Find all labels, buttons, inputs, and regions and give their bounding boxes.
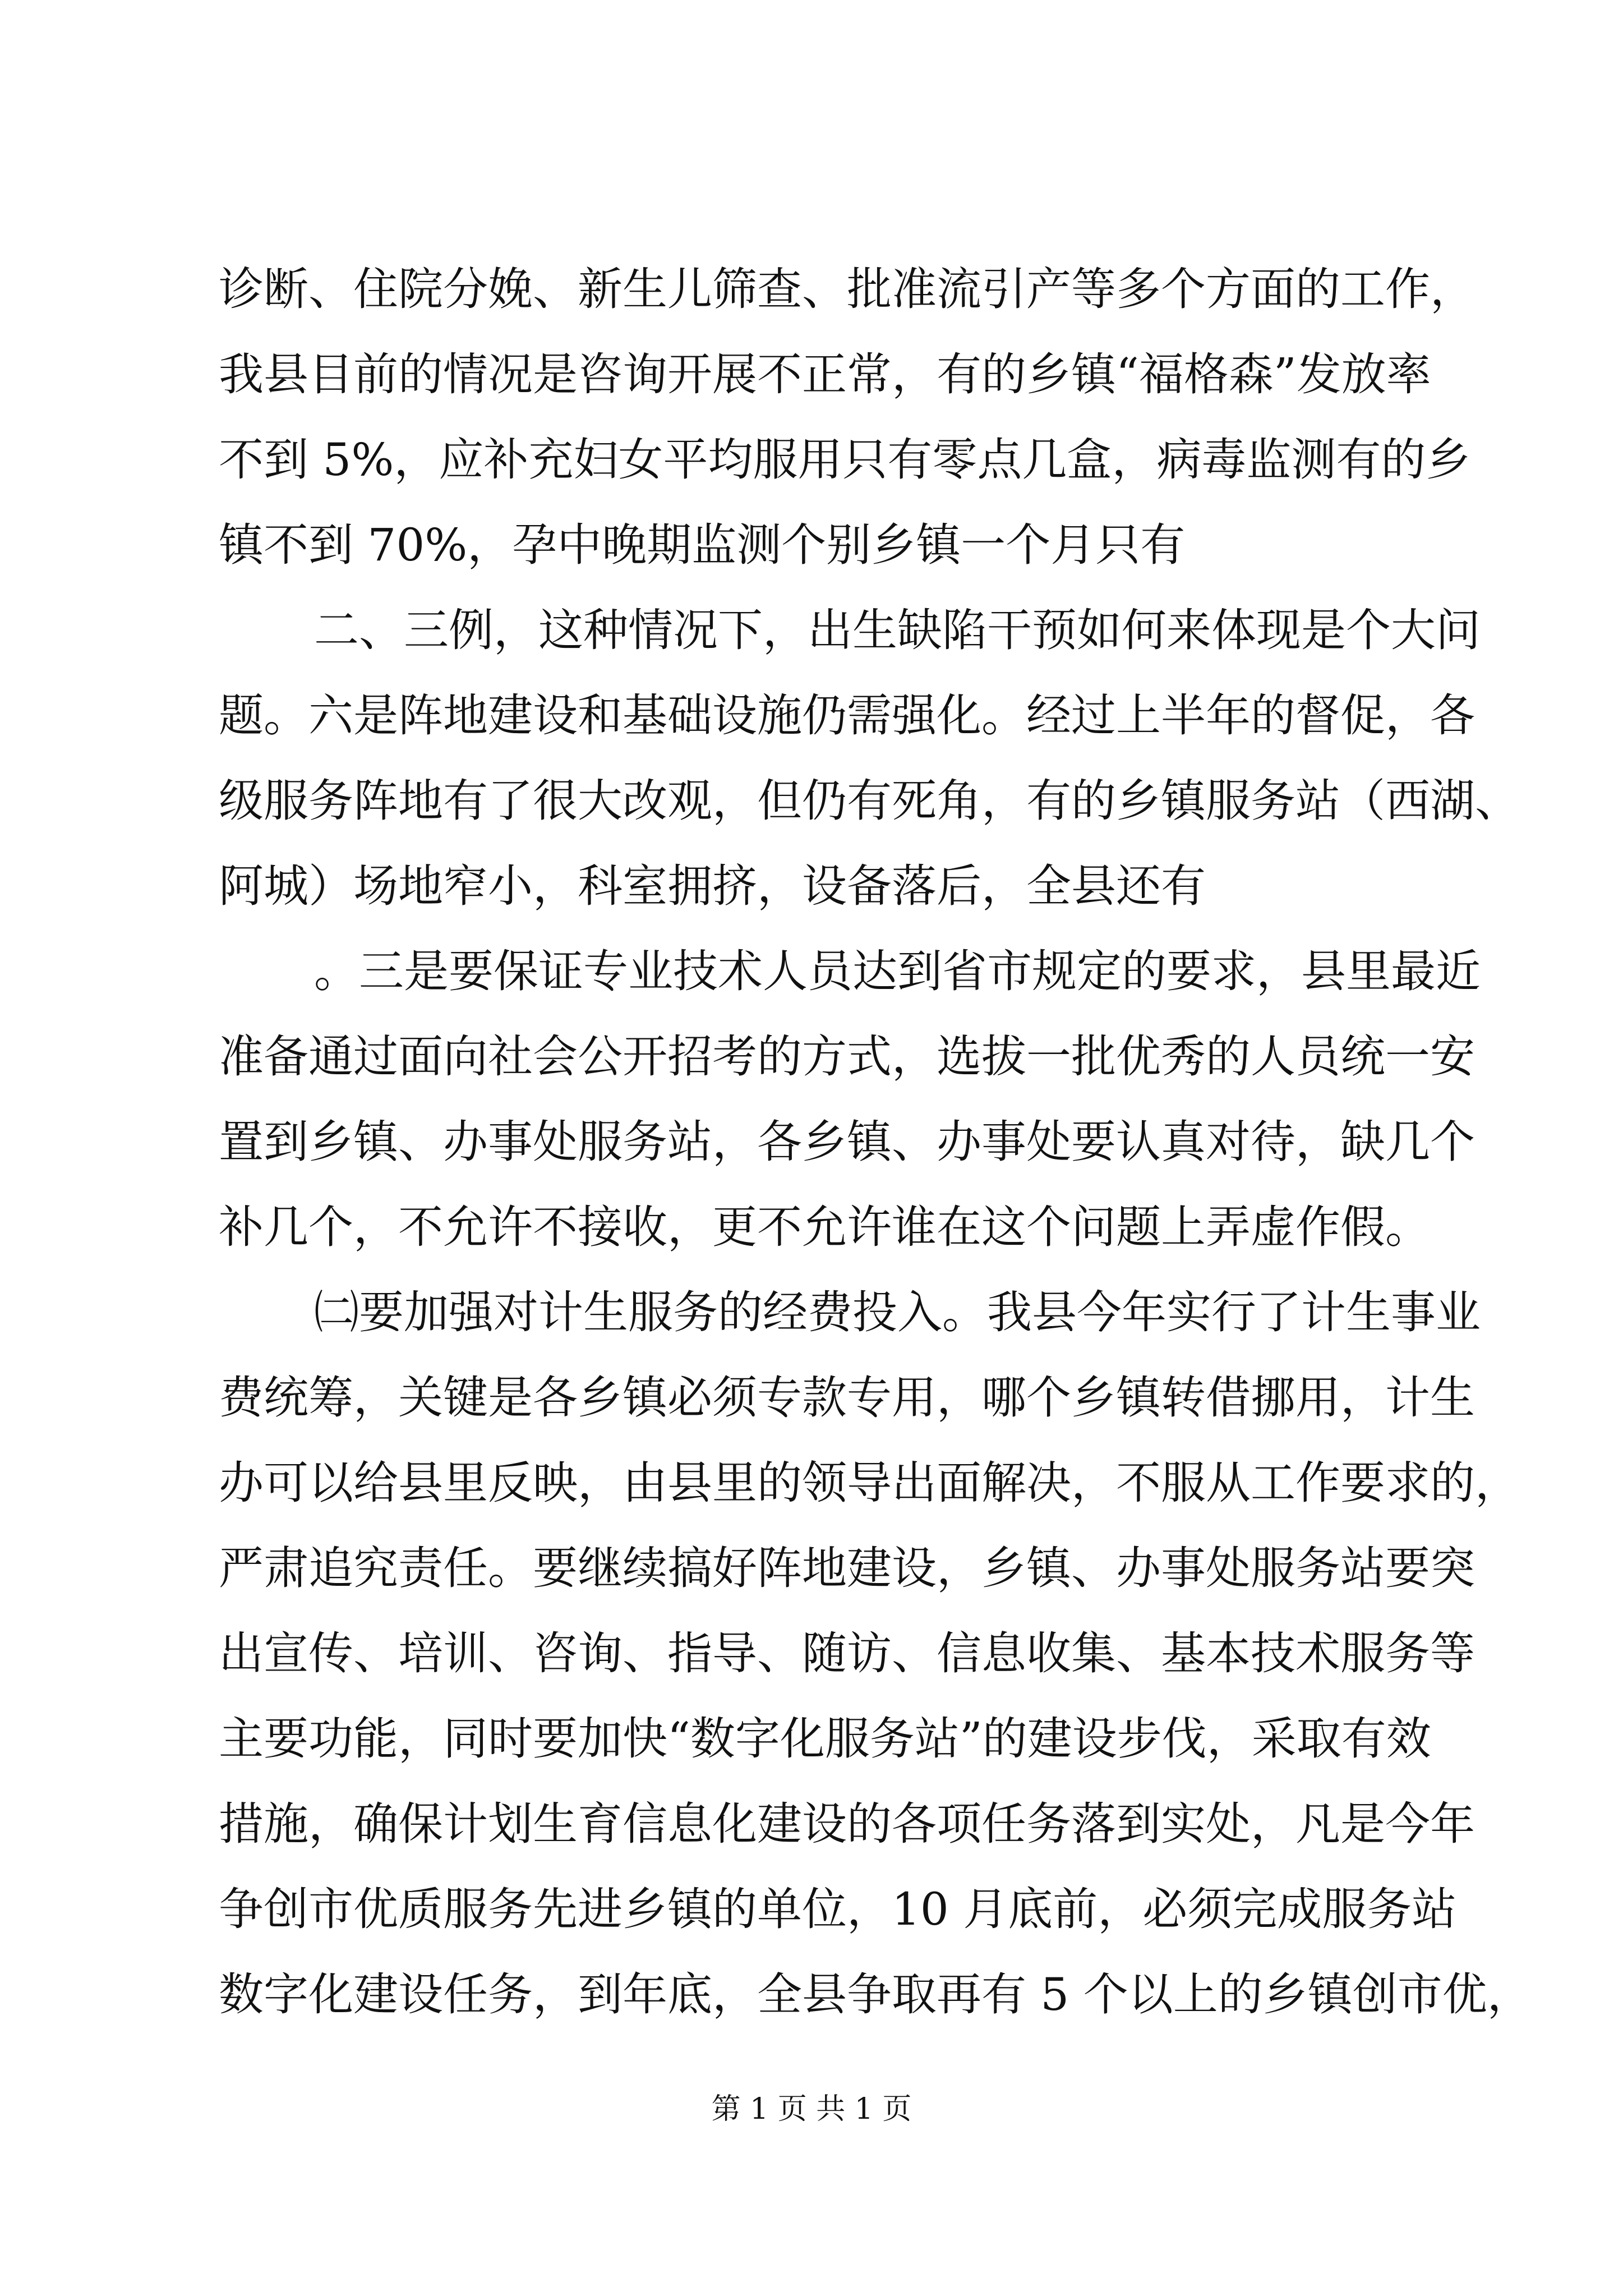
text-line: 置到乡镇、办事处服务站，各乡镇、办事处要认真对待，缺几个 xyxy=(219,1116,1475,1168)
text-line: 。三是要保证专业技术人员达到省市规定的要求，县里最近 xyxy=(314,945,1481,997)
paragraph-1 xyxy=(219,247,1475,588)
page-footer: 第 1 页 共 1 页 xyxy=(711,2092,912,2126)
text-line: 阿城）场地窄小，科室拥挤，设备落后，全县还有 xyxy=(219,860,1206,912)
text-line: 办可以给县里反映，由县里的领导出面解决，不服从工作要求的， xyxy=(219,1457,1520,1509)
text-line: 诊断、住院分娩、新生儿筛查、批准流引产等多个方面的工作， xyxy=(219,263,1475,315)
text-line: 补几个，不允许不接收，更不允许谁在这个问题上弄虚作假。 xyxy=(219,1201,1430,1253)
text-line: 数字化建设任务，到年底，全县争取再有 5 个以上的乡镇创市优， xyxy=(219,1968,1532,2021)
text-line: 题。六是阵地建设和基础设施仍需强化。经过上半年的督促，各 xyxy=(219,689,1475,742)
text-line: 主要功能，同时要加快“数字化服务站”的建设步伐，采取有效 xyxy=(219,1713,1431,1765)
text-line: 费统筹，关键是各乡镇必须专款专用，哪个乡镇转借挪用，计生 xyxy=(219,1372,1475,1424)
text-line: 严肃追究责任。要继续搞好阵地建设，乡镇、办事处服务站要突 xyxy=(219,1542,1475,1594)
text-line: ㈡要加强对计生服务的经费投入。我县今年实行了计生事业 xyxy=(314,1286,1481,1338)
text-line: 镇不到 70%，孕中晚期监测个别乡镇一个月只有 xyxy=(219,519,1186,571)
paragraph-2 xyxy=(219,588,1520,929)
text-line: 二、三例，这种情况下，出生缺陷干预如何来体现是个大问 xyxy=(314,604,1481,656)
text-line: 措施，确保计划生育信息化建设的各项任务落到实处，凡是今年 xyxy=(219,1798,1475,1850)
document-body xyxy=(219,247,1532,2037)
text-line: 级服务阵地有了很大改观，但仍有死角，有的乡镇服务站（西湖、 xyxy=(219,775,1520,827)
text-line: 不到 5%，应补充妇女平均服用只有零点几盒，病毒监测有的乡 xyxy=(219,434,1471,486)
text-line: 我县目前的情况是咨询开展不正常，有的乡镇“福格森”发放率 xyxy=(219,348,1431,401)
text-line: 出宣传、培训、咨询、指导、随访、信息收集、基本技术服务等 xyxy=(219,1627,1475,1680)
paragraph-4 xyxy=(219,1270,1532,2037)
text-line: 争创市优质服务先进乡镇的单位，10 月底前，必须完成服务站 xyxy=(219,1883,1457,1935)
text-line: 准备通过面向社会公开招考的方式，选拔一批优秀的人员统一安 xyxy=(219,1030,1475,1083)
paragraph-3 xyxy=(219,929,1481,1270)
